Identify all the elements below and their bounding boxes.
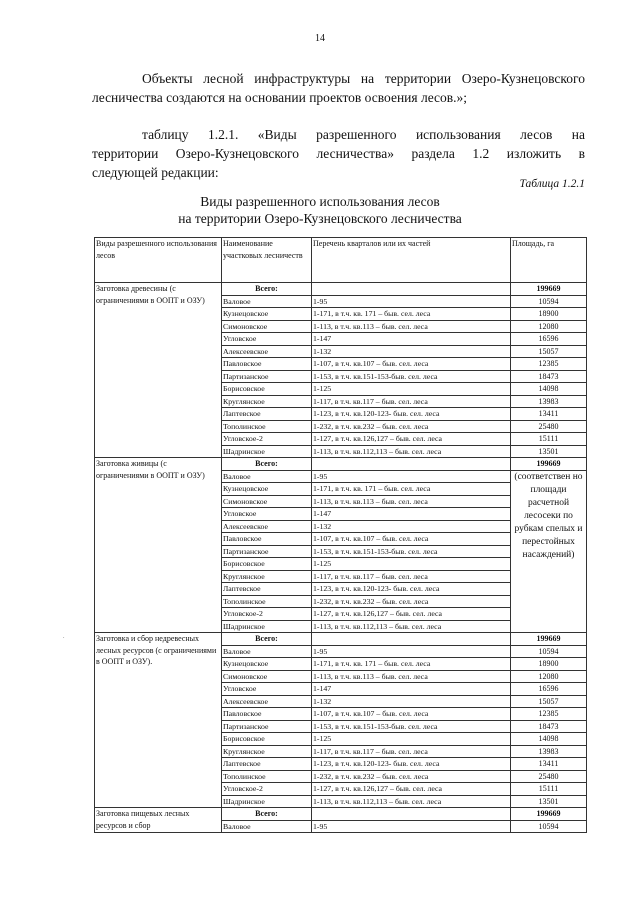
quarters-cell: 1-117, в т.ч. кв.117 – быв. сел. леса (312, 745, 511, 758)
group-total-row (95, 808, 587, 821)
quarters-cell: 1-95 (312, 820, 511, 833)
area-cell: 13411 (511, 758, 587, 771)
quarters-cell: 1-132 (312, 345, 511, 358)
margin-mark: . (63, 634, 65, 640)
quarters-cell: 1-147 (312, 333, 511, 346)
quarters-cell: 1-117, в т.ч. кв.117 – быв. сел. леса (312, 395, 511, 408)
total-label-cell: Всего: (222, 458, 312, 471)
intro-paragraph (92, 69, 585, 107)
quarters-cell: 1-171, в т.ч. кв. 171 – быв. сел. леса (312, 308, 511, 321)
quarters-cell: 1-153, в т.ч. кв.151-153-быв. сел. леса (312, 545, 511, 558)
page-number: 14 (315, 33, 325, 44)
quarters-cell: 1-107, в т.ч. кв.107 – быв. сел. леса (312, 358, 511, 371)
area-cell: 18900 (511, 658, 587, 671)
table-number-note: Таблица 1.2.1 (519, 178, 585, 190)
area-cell: 12080 (511, 320, 587, 333)
group-total-row (95, 283, 587, 296)
forestry-name-cell: Шадринское (222, 795, 312, 808)
area-cell: 13983 (511, 745, 587, 758)
forestry-name-cell: Павловское (222, 708, 312, 721)
forestry-name-cell: Угловское-2 (222, 608, 312, 621)
forest-use-table (94, 237, 587, 833)
forestry-name-cell: Павловское (222, 358, 312, 371)
amendment-paragraph (92, 125, 585, 182)
intro-line-2: лесничества создаются на основании проектов освоения лесов.»; (92, 90, 468, 105)
quarters-cell: 1-127, в т.ч. кв.126,127 – быв. сел. леса (312, 608, 511, 621)
total-blocks-cell (312, 283, 511, 296)
quarters-cell: 1-232, в т.ч. кв.232 – быв. сел. леса (312, 770, 511, 783)
forestry-name-cell: Угловское-2 (222, 433, 312, 446)
header-cell: Наименование участковых лесничеств (222, 238, 312, 283)
quarters-cell: 1-113, в т.ч. кв.112,113 – быв. сел. леса (312, 620, 511, 633)
area-cell: 15057 (511, 345, 587, 358)
forestry-name-cell: Алексеевское (222, 520, 312, 533)
forestry-name-cell: Тополинское (222, 595, 312, 608)
use-type-cell: Заготовка пищевых лесных ресурсов и сбор (95, 808, 222, 833)
use-type-cell: Заготовка живицы (с ограничениями в ООПТ и ОЗУ) (95, 458, 222, 633)
quarters-cell: 1-232, в т.ч. кв.232 – быв. сел. леса (312, 595, 511, 608)
quarters-cell: 1-125 (312, 558, 511, 571)
quarters-cell: 1-125 (312, 383, 511, 396)
forestry-name-cell: Угловское-2 (222, 783, 312, 796)
area-cell: 16596 (511, 333, 587, 346)
total-area-cell: 199669 (511, 283, 587, 296)
quarters-cell: 1-113, в т.ч. кв.112,113 – быв. сел. леса (312, 445, 511, 458)
area-cell: 10594 (511, 645, 587, 658)
quarters-cell: 1-113, в т.ч. кв.113 – быв. сел. леса (312, 320, 511, 333)
area-note-cell: (соответствен но площади расчетной лесосеки по рубкам спелых и перестойных насаждений) (511, 470, 587, 633)
amendment-line-1: таблицу 1.2.1. «Виды разрешенного использования лесов на (142, 127, 585, 142)
area-cell: 14098 (511, 733, 587, 746)
forestry-name-cell: Кузнецовское (222, 483, 312, 496)
forestry-name-cell: Кузнецовское (222, 308, 312, 321)
forestry-name-cell: Алексеевское (222, 345, 312, 358)
total-blocks-cell (312, 458, 511, 471)
quarters-cell: 1-123, в т.ч. кв.120-123- быв. сел. леса (312, 758, 511, 771)
forestry-name-cell: Угловское (222, 683, 312, 696)
area-cell: 12080 (511, 670, 587, 683)
table-body (95, 238, 587, 833)
use-type-cell: Заготовка древесины (с ограничениями в ООПТ и ОЗУ) (95, 283, 222, 458)
quarters-cell: 1-153, в т.ч. кв.151-153-быв. сел. леса (312, 370, 511, 383)
forestry-name-cell: Партизанское (222, 720, 312, 733)
area-cell: 13501 (511, 795, 587, 808)
forestry-name-cell: Круглянское (222, 395, 312, 408)
quarters-cell: 1-232, в т.ч. кв.232 – быв. сел. леса (312, 420, 511, 433)
forestry-name-cell: Шадринское (222, 445, 312, 458)
forestry-name-cell: Кузнецовское (222, 658, 312, 671)
area-cell: 18473 (511, 720, 587, 733)
total-label-cell: Всего: (222, 633, 312, 646)
quarters-cell: 1-107, в т.ч. кв.107 – быв. сел. леса (312, 708, 511, 721)
area-cell: 12385 (511, 708, 587, 721)
forestry-name-cell: Борисовское (222, 383, 312, 396)
amendment-line-3: следующей редакции: (92, 165, 219, 180)
table-header-row (95, 238, 587, 283)
table-title-line-2: на территории Озеро-Кузнецовского лесничества (178, 211, 462, 226)
header-cell: Площадь, га (511, 238, 587, 283)
area-cell: 14098 (511, 383, 587, 396)
amendment-line-2: территории Озеро-Кузнецовского лесничества» раздела 1.2 изложить в (92, 146, 585, 161)
quarters-cell: 1-95 (312, 645, 511, 658)
quarters-cell: 1-113, в т.ч. кв.113 – быв. сел. леса (312, 495, 511, 508)
header-cell: Перечень кварталов или их частей (312, 238, 511, 283)
forestry-name-cell: Павловское (222, 533, 312, 546)
total-area-cell: 199669 (511, 458, 587, 471)
area-cell: 16596 (511, 683, 587, 696)
quarters-cell: 1-171, в т.ч. кв. 171 – быв. сел. леса (312, 483, 511, 496)
forestry-name-cell: Круглянское (222, 745, 312, 758)
forestry-name-cell: Симоновское (222, 495, 312, 508)
total-area-cell: 199669 (511, 808, 587, 821)
forestry-name-cell: Круглянское (222, 570, 312, 583)
forestry-name-cell: Тополинское (222, 770, 312, 783)
forestry-name-cell: Лаптевское (222, 408, 312, 421)
quarters-cell: 1-107, в т.ч. кв.107 – быв. сел. леса (312, 533, 511, 546)
quarters-cell: 1-123, в т.ч. кв.120-123- быв. сел. леса (312, 408, 511, 421)
forestry-name-cell: Валовое (222, 295, 312, 308)
area-cell: 13983 (511, 395, 587, 408)
group-total-row (95, 458, 587, 471)
forestry-name-cell: Партизанское (222, 370, 312, 383)
area-cell: 25480 (511, 420, 587, 433)
intro-line-1: Объекты лесной инфраструктуры на территории Озеро-Кузнецовского (142, 71, 585, 86)
area-cell: 10594 (511, 820, 587, 833)
quarters-cell: 1-132 (312, 520, 511, 533)
area-cell: 13411 (511, 408, 587, 421)
quarters-cell: 1-127, в т.ч. кв.126,127 – быв. сел. леса (312, 433, 511, 446)
quarters-cell: 1-95 (312, 295, 511, 308)
forestry-name-cell: Симоновское (222, 670, 312, 683)
forestry-name-cell: Партизанское (222, 545, 312, 558)
quarters-cell: 1-153, в т.ч. кв.151-153-быв. сел. леса (312, 720, 511, 733)
forestry-name-cell: Валовое (222, 645, 312, 658)
area-cell: 12385 (511, 358, 587, 371)
forestry-name-cell: Шадринское (222, 620, 312, 633)
forestry-name-cell: Тополинское (222, 420, 312, 433)
area-cell: 18473 (511, 370, 587, 383)
total-label-cell: Всего: (222, 808, 312, 821)
area-cell: 15111 (511, 783, 587, 796)
header-cell: Виды разрешенного использования лесов (95, 238, 222, 283)
table-title-line-1: Виды разрешенного использования лесов (200, 194, 440, 209)
area-cell: 15111 (511, 433, 587, 446)
area-cell: 15057 (511, 695, 587, 708)
area-cell: 13501 (511, 445, 587, 458)
table-title (0, 193, 640, 227)
area-cell: 10594 (511, 295, 587, 308)
quarters-cell: 1-113, в т.ч. кв.113 – быв. сел. леса (312, 670, 511, 683)
forestry-name-cell: Борисовское (222, 733, 312, 746)
quarters-cell: 1-113, в т.ч. кв.112,113 – быв. сел. леса (312, 795, 511, 808)
use-type-cell: Заготовка и сбор недревесных лесных ресурсов (с ограничениями в ООПТ и ОЗУ). (95, 633, 222, 808)
area-cell: 25480 (511, 770, 587, 783)
total-blocks-cell (312, 633, 511, 646)
forestry-name-cell: Угловское (222, 333, 312, 346)
total-area-cell: 199669 (511, 633, 587, 646)
forestry-name-cell: Алексеевское (222, 695, 312, 708)
quarters-cell: 1-123, в т.ч. кв.120-123- быв. сел. леса (312, 583, 511, 596)
forestry-name-cell: Симоновское (222, 320, 312, 333)
forestry-name-cell: Лаптевское (222, 758, 312, 771)
quarters-cell: 1-171, в т.ч. кв. 171 – быв. сел. леса (312, 658, 511, 671)
total-blocks-cell (312, 808, 511, 821)
forestry-name-cell: Лаптевское (222, 583, 312, 596)
forestry-name-cell: Борисовское (222, 558, 312, 571)
area-cell: 18900 (511, 308, 587, 321)
forestry-name-cell: Угловское (222, 508, 312, 521)
forestry-name-cell: Валовое (222, 470, 312, 483)
quarters-cell: 1-95 (312, 470, 511, 483)
quarters-cell: 1-127, в т.ч. кв.126,127 – быв. сел. леса (312, 783, 511, 796)
quarters-cell: 1-147 (312, 508, 511, 521)
total-label-cell: Всего: (222, 283, 312, 296)
quarters-cell: 1-147 (312, 683, 511, 696)
forestry-name-cell: Валовое (222, 820, 312, 833)
quarters-cell: 1-117, в т.ч. кв.117 – быв. сел. леса (312, 570, 511, 583)
group-total-row (95, 633, 587, 646)
quarters-cell: 1-125 (312, 733, 511, 746)
quarters-cell: 1-132 (312, 695, 511, 708)
